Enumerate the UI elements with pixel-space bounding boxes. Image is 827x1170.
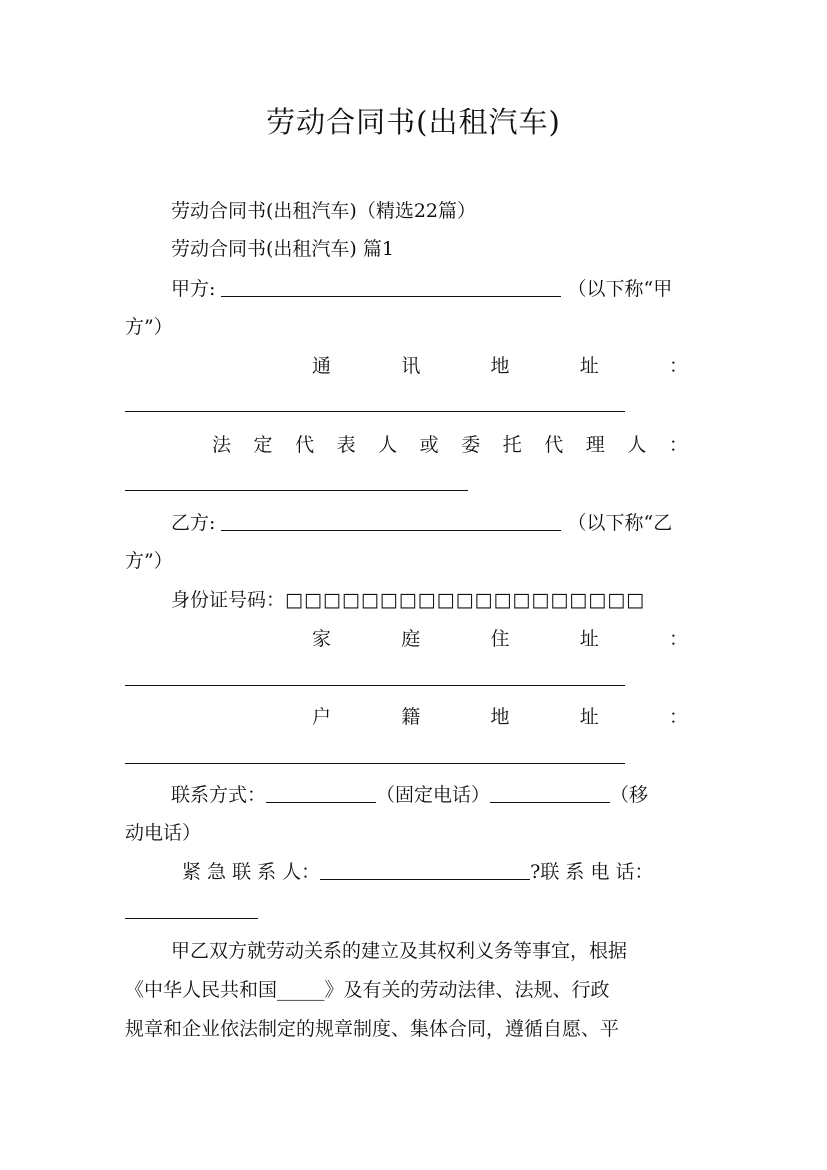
legal-rep-char: 托 — [502, 434, 522, 456]
legal-rep-label — [212, 430, 688, 460]
party-b-continuation: 方”） — [125, 550, 173, 572]
party-a-blank[interactable] — [221, 278, 561, 297]
legal-rep-char: 代 — [544, 434, 564, 456]
home-char: 家 — [312, 628, 332, 650]
emergency-label: 紧 急 联 系 人： — [182, 861, 321, 883]
home-char: 住 — [490, 628, 510, 650]
id-line — [171, 585, 701, 615]
legal-rep-char: ： — [668, 434, 688, 456]
id-label: 身份证号码： — [171, 589, 286, 611]
body-paragraph-line-2: 《中华人民共和国_____》及有关的劳动法律、法规、行政 — [125, 979, 610, 1001]
emergency-phone-blank[interactable] — [125, 918, 258, 919]
party-b-label: 乙方: — [171, 512, 216, 534]
party-a-suffix: （以下称“甲 — [567, 278, 673, 300]
emergency-line — [182, 857, 701, 887]
id-number-boxes[interactable]: □□□□□□□□□□□□□□□□□□□ — [285, 589, 646, 611]
home-address-label — [312, 624, 688, 654]
emergency-contact-blank[interactable] — [320, 861, 530, 880]
mobile-label: （移 — [610, 784, 649, 806]
body-paragraph-line-3: 规章和企业依法制定的规章制度、集体合同，遵循自愿、平 — [125, 1018, 620, 1040]
legal-rep-char: 理 — [585, 434, 605, 456]
party-b-suffix: （以下称“乙 — [567, 512, 673, 534]
party-a-line — [171, 274, 701, 304]
legal-rep-char: 定 — [253, 434, 273, 456]
fixed-phone-blank[interactable] — [266, 784, 376, 803]
party-a-continuation: 方”） — [125, 316, 173, 338]
legal-rep-blank[interactable] — [125, 490, 468, 491]
registry-address-blank[interactable] — [125, 763, 625, 764]
legal-rep-char: 人 — [378, 434, 398, 456]
document-title: 劳动合同书(出租汽车) — [266, 105, 561, 139]
legal-rep-char: 委 — [461, 434, 481, 456]
home-char: ： — [668, 628, 688, 650]
registry-address-label — [312, 702, 688, 732]
party-a-label: 甲方: — [171, 278, 216, 300]
legal-rep-char: 或 — [419, 434, 439, 456]
address-char: ： — [668, 355, 688, 377]
legal-rep-char: 代 — [295, 434, 315, 456]
registry-char: 户 — [312, 706, 332, 728]
party-b-line — [171, 508, 701, 538]
mobile-continuation: 动电话） — [125, 822, 202, 844]
address-char: 址 — [579, 355, 599, 377]
legal-rep-char: 法 — [212, 434, 232, 456]
address-label — [312, 351, 688, 381]
registry-char: 地 — [490, 706, 510, 728]
registry-char: 籍 — [401, 706, 421, 728]
contact-line — [171, 780, 701, 810]
home-address-blank[interactable] — [125, 685, 625, 686]
address-char: 地 — [490, 355, 510, 377]
subtitle-line: 劳动合同书(出租汽车)（精选22篇） — [171, 200, 477, 222]
home-char: 址 — [579, 628, 599, 650]
mobile-phone-blank[interactable] — [490, 784, 610, 803]
registry-char: ： — [668, 706, 688, 728]
party-b-blank[interactable] — [221, 512, 561, 531]
legal-rep-char: 表 — [336, 434, 356, 456]
address-char: 讯 — [401, 355, 421, 377]
contact-label: 联系方式： — [171, 784, 267, 806]
address-blank[interactable] — [125, 411, 625, 412]
body-paragraph-line-1: 甲乙双方就劳动关系的建立及其权利义务等事宜，根据 — [171, 940, 628, 962]
registry-char: 址 — [579, 706, 599, 728]
article-heading: 劳动合同书(出租汽车) 篇1 — [171, 238, 394, 260]
fixed-phone-label: （固定电话） — [376, 784, 491, 806]
legal-rep-char: 人 — [627, 434, 647, 456]
home-char: 庭 — [401, 628, 421, 650]
emergency-phone-label: ?联 系 电 话： — [530, 861, 654, 883]
address-char: 通 — [312, 355, 332, 377]
